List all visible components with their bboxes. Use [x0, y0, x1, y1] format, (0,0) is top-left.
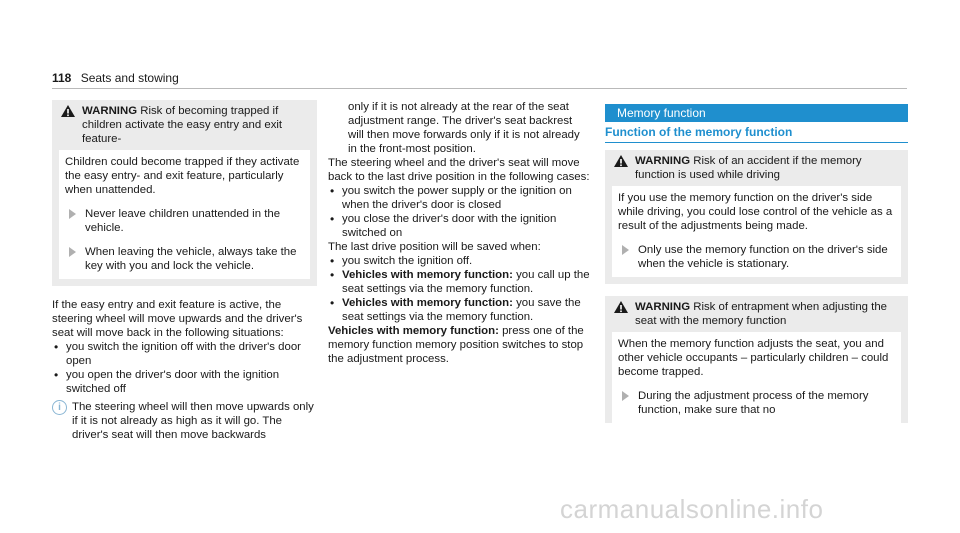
warning-text: If you use the memory function on the driver's side while driving, you could lose control of the vehicle as a result of the adjustments being made.: [618, 192, 893, 232]
note-text: The steering wheel will then move upwards only if it is not already as high as it will go. The driver's seat will then move backwards: [72, 401, 314, 441]
info-icon: i: [52, 400, 67, 415]
warning-label: WARNING: [82, 105, 138, 117]
warning-box-3: [605, 296, 908, 423]
warning-title: Risk of entrapment when adjusting the seat with the memory function: [635, 301, 887, 327]
warning-label: WARNING: [635, 301, 691, 313]
list-item: • you switch the ignition off.: [328, 254, 590, 268]
warning-body: [605, 332, 908, 423]
warning-title: Risk of an accident if the memory function is used while driving: [635, 155, 862, 181]
watermark: carmanualsonline.info: [560, 494, 824, 524]
warning-body: [52, 150, 317, 286]
instruction-step: [65, 207, 302, 235]
step-arrow-icon: [69, 247, 76, 257]
bold-lead: Vehicles with memory function:: [342, 297, 513, 309]
step-text: Only use the memory function on the driver's side when the vehicle is stationary.: [638, 244, 888, 270]
step-text: Never leave children unattended in the vehicle.: [85, 208, 281, 234]
instruction-step: [65, 245, 302, 273]
section-name: Seats and stowing: [80, 71, 179, 85]
list-item: • you close the driver's door with the ignition switched on: [328, 212, 590, 240]
list-item: [328, 268, 590, 296]
instruction-step: [618, 243, 893, 271]
section-title-bar: Memory function: [605, 104, 908, 122]
warning-text: When the memory function adjusts the seat, you and other vehicle occupants – particularly children – could become trapped.: [618, 338, 889, 378]
instruction-step: [618, 389, 893, 417]
header-rule: [52, 88, 907, 89]
step-arrow-icon: [622, 245, 629, 255]
warning-box-1: [52, 100, 317, 286]
step-arrow-icon: [69, 209, 76, 219]
warning-box-2: [605, 150, 908, 284]
paragraph: If the easy entry and exit feature is active, the steering wheel will move upwards and the driver's seat will move back in the following situations:: [52, 299, 303, 339]
list-item: • you open the driver's door with the ignition switched off: [52, 368, 317, 396]
warning-triangle-icon: [613, 300, 629, 314]
paragraph: [328, 324, 590, 366]
page-header: [52, 71, 179, 85]
page-number: 118: [52, 71, 72, 85]
warning-triangle-icon: [613, 154, 629, 168]
item-text: you call up the seat settings via the memory function.: [342, 269, 590, 295]
paragraph: The steering wheel and the driver's seat will move back to the last drive position in the following cases:: [328, 157, 590, 183]
warning-triangle-icon: [60, 104, 76, 118]
item-text: you save the seat settings via the memory function.: [342, 297, 581, 323]
warning-title: Risk of becoming trapped if children activate the easy entry and exit feature-: [82, 105, 283, 145]
warning-header: [605, 296, 908, 332]
paragraph: The last drive position will be saved when:: [328, 241, 541, 253]
warning-label: WARNING: [635, 155, 691, 167]
warning-body: [605, 186, 908, 284]
note: [52, 400, 317, 442]
warning-header: [605, 150, 908, 186]
note-continuation: only if it is not already at the rear of the seat adjustment range. The driver's seat backrest will then move forwards only if it is not already in the front-most position.: [348, 101, 580, 155]
bold-lead: Vehicles with memory function:: [328, 325, 499, 337]
list-item: [328, 296, 590, 324]
step-text: When leaving the vehicle, always take the key with you and lock the vehicle.: [85, 246, 297, 272]
warning-header: [52, 100, 317, 150]
column-3: [605, 150, 908, 423]
paragraph-text: press one of the memory function memory position switches to stop the adjustment process.: [328, 325, 584, 365]
bullet-list: [328, 254, 590, 324]
bullet-list: [328, 184, 590, 240]
bullet-list: [52, 340, 317, 396]
bold-lead: Vehicles with memory function:: [342, 269, 513, 281]
column-1: [52, 100, 317, 442]
column-2: [328, 100, 590, 366]
subsection-heading: Function of the memory function: [605, 125, 908, 143]
list-item: • you switch the ignition off with the driver's door open: [52, 340, 317, 368]
step-text: During the adjustment process of the memory function, make sure that no: [638, 390, 869, 416]
list-item: • you switch the power supply or the ignition on when the driver's door is closed: [328, 184, 590, 212]
warning-text: Children could become trapped if they activate the easy entry- and exit feature, particularly when unattended.: [65, 156, 300, 196]
step-arrow-icon: [622, 391, 629, 401]
